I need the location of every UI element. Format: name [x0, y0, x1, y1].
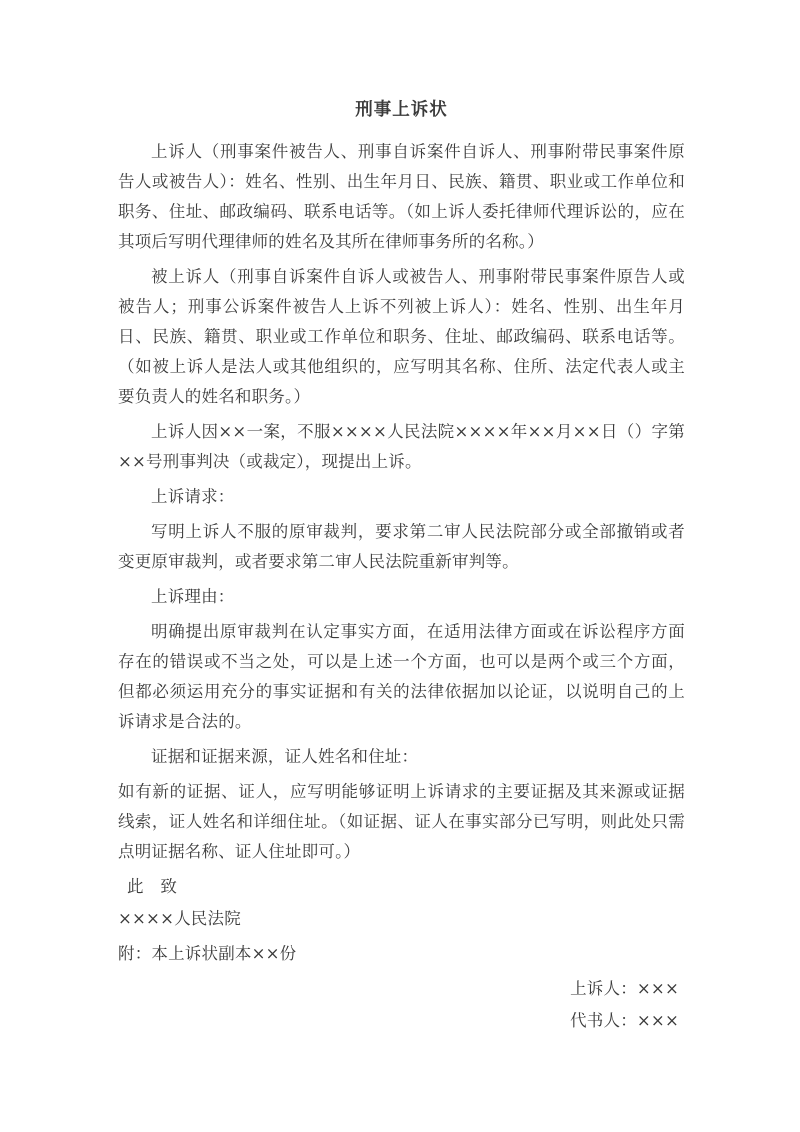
paragraph-appellee-info: 被上诉人（刑事自诉案件自诉人或被告人、刑事附带民事案件原告人或被告人；刑事公诉案件被告人上诉不列被上诉人）：姓名、性别、出生年月日、民族、籍贯、职业或工作单位和职务、住址、邮政编码、联系电话等。（如被上诉人是法人或其他组织的，应写明其名称、住所、法定代表人或主要负责人的姓名和职务。）: [118, 267, 685, 406]
signature-block: [118, 974, 685, 1036]
paragraph-appeal-reasons-guide: 明确提出原审裁判在认定事实方面，在适用法律方面或在诉讼程序方面存在的错误或不当之处，可以是上述一个方面，也可以是两个或三个方面，但都必须运用充分的事实证据和有关的法律依据加以论证，以说明自己的上诉请求是合法的。: [118, 622, 685, 731]
label-appeal-request: 上诉请求：: [151, 487, 235, 506]
attachment-note: 附：本上诉状副本××份: [118, 944, 297, 963]
paragraph-evidence-guide: 如有新的证据、证人，应写明能够证明上诉请求的主要证据及其来源或证据线索，证人姓名和详细住址。（如证据、证人在事实部分已写明，则此处只需点明证据名称、证人住址即可。）: [118, 782, 685, 861]
document-title: 刑事上诉状: [355, 100, 448, 120]
signature-appellant: 上诉人：×××: [570, 979, 679, 998]
paragraph-case-statement: 上诉人因××一案，不服××××人民法院××××年××月××日（）字第××号刑事判决（或裁定），现提出上诉。: [118, 422, 685, 471]
paragraph-appellant-info: 上诉人（刑事案件被告人、刑事自诉案件自诉人、刑事附带民事案件原告人或被告人）：姓名、性别、出生年月日、民族、籍贯、职业或工作单位和职务、住址、邮政编码、联系电话等。（如上诉人委托律师代理诉讼的，应在其项后写明代理律师的姓名及其所在律师事务所的名称。）: [118, 142, 685, 251]
court-name: ××××人民法院: [118, 909, 241, 928]
label-evidence-sources: 证据和证据来源，证人姓名和住址：: [151, 747, 419, 766]
signature-scribe: 代书人：×××: [570, 1011, 679, 1030]
closing-salutation: 此 致: [127, 877, 178, 896]
label-appeal-reasons: 上诉理由：: [151, 587, 235, 606]
paragraph-appeal-request-guide: 写明上诉人不服的原审裁判，要求第二审人民法院部分或全部撤销或者变更原审裁判，或者要求第二审人民法院重新审判等。: [118, 522, 685, 571]
